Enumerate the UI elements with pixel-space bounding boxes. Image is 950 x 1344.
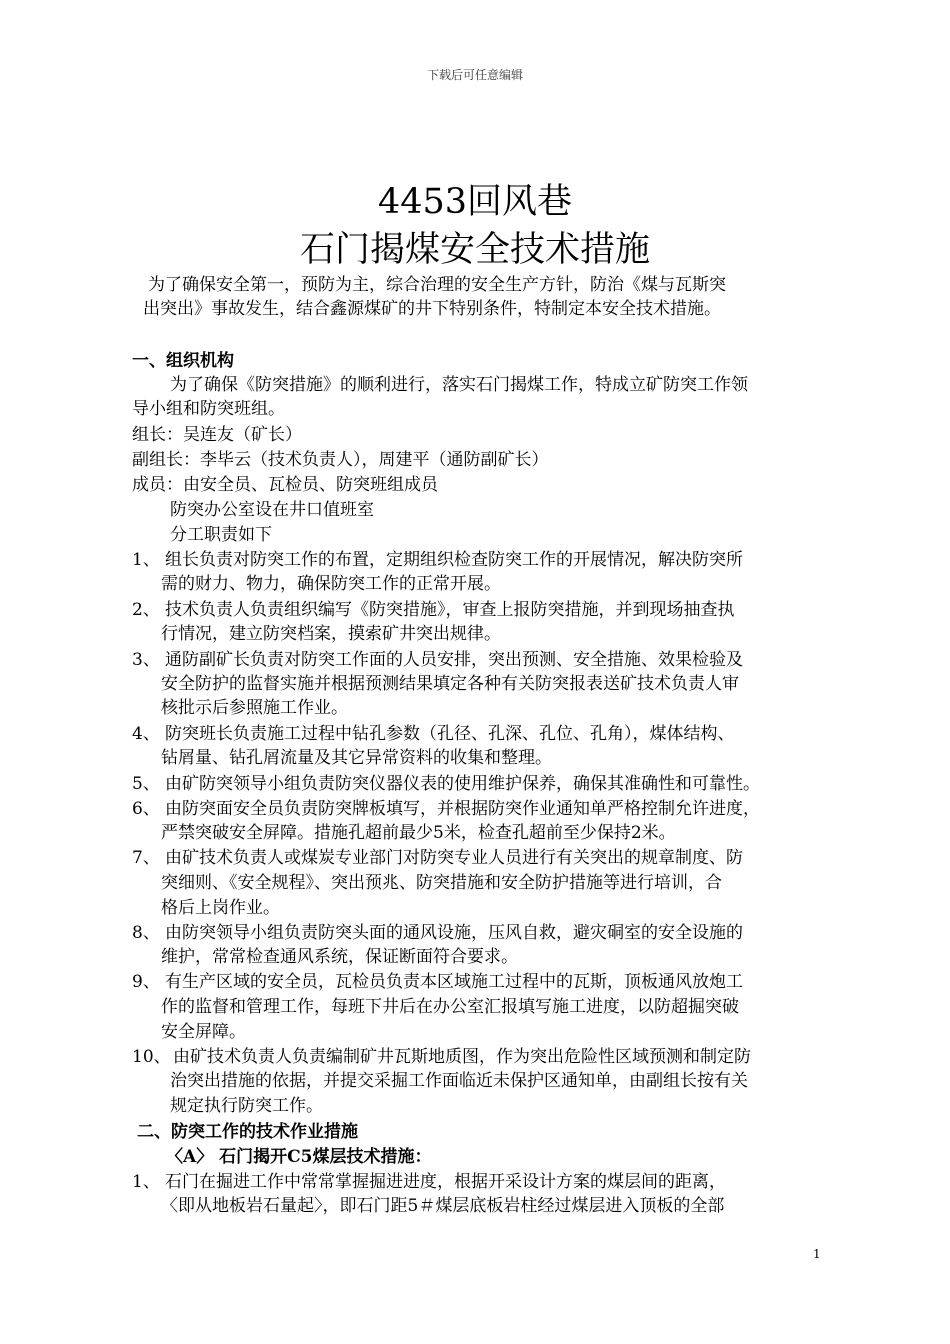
duty-number: 9、 xyxy=(132,972,160,992)
office-line: 防突办公室设在井口值班室 xyxy=(170,500,374,520)
duty-line: 安全屏障。 xyxy=(161,1022,246,1042)
duty-line: 作的监督和管理工作，每班下井后在办公室汇报填写施工进度，以防超掘突破 xyxy=(161,997,739,1017)
intro-line-1: 为了确保安全第一，预防为主，综合治理的安全生产方针，防治《煤与瓦斯突 xyxy=(148,275,726,295)
duty-line: 严禁突破安全屏障。措施孔超前最少5米，检查孔超前至少保持2米。 xyxy=(161,823,676,843)
leader-line: 组长：吴连友（矿长） xyxy=(132,425,302,445)
duty-number: 7、 xyxy=(132,848,160,868)
section2-item-line: 石门在掘进工作中常常掌握掘进进度，根据开采设计方案的煤层间的距离， xyxy=(165,1172,726,1192)
members-line: 成员：由安全员、瓦检员、防突班组成员 xyxy=(132,475,438,495)
section2-item-number: 1、 xyxy=(132,1172,160,1192)
duty-number: 8、 xyxy=(132,923,160,943)
duty-number: 1、 xyxy=(132,550,160,570)
section2-heading: 二、防突工作的技术作业措施 xyxy=(137,1122,358,1142)
duty-line: 安全防护的监督实施并根据预测结果填定各种有关防突报表送矿技术负责人审 xyxy=(161,674,739,694)
duty-line: 格后上岗作业。 xyxy=(161,898,280,918)
duty-line: 行情况，建立防突档案，摸索矿井突出规律。 xyxy=(161,624,501,644)
duties-intro: 分工职责如下 xyxy=(170,525,272,545)
duty-line: 技术负责人负责组织编写《防突措施》，审查上报防突措施，并到现场抽查执 xyxy=(165,600,735,620)
section2-item-line: 〈即从地板岩石量起〉，即石门距5＃煤层底板岩柱经过煤层进入顶板的全部 xyxy=(161,1196,725,1216)
duty-line: 防突班长负责施工过程中钻孔参数（孔径、孔深、孔位、孔角），煤体结构、 xyxy=(165,724,735,744)
intro-line-2: 出突出》事故发生，结合鑫源煤矿的井下特别条件，特制定本安全技术措施。 xyxy=(143,299,721,319)
duty-number: 10、 xyxy=(132,1047,171,1067)
duty-number: 2、 xyxy=(132,600,160,620)
subsection-a-heading: 〈A〉 石门揭开C5煤层技术措施： xyxy=(166,1147,432,1167)
duty-number: 5、 xyxy=(132,774,160,794)
page-number: 1 xyxy=(813,1247,821,1261)
duty-line: 规定执行防突工作。 xyxy=(170,1096,323,1116)
duty-number: 6、 xyxy=(132,799,160,819)
duty-line: 治突出措施的依据，并提交采掘工作面临近未保护区通知单，由副组长按有关 xyxy=(170,1071,748,1091)
duty-number: 4、 xyxy=(132,724,160,744)
duty-number: 3、 xyxy=(132,650,160,670)
duty-line: 由防突领导小组负责防突头面的通风设施，压风自救，避灾硐室的安全设施的 xyxy=(165,923,743,943)
duty-line: 由防突面安全员负责防突牌板填写，并根据防突作业通知单严格控制允许进度， xyxy=(165,799,760,819)
duty-line: 由矿防突领导小组负责防突仪器仪表的使用维护保养，确保其准确性和可靠性。 xyxy=(165,774,760,794)
title-line-1: 4453回风巷 xyxy=(377,182,573,222)
title-line-2: 石门揭煤安全技术措施 xyxy=(299,230,650,270)
duty-line: 钻屑量、钻孔屑流量及其它异常资料的收集和整理。 xyxy=(161,748,552,768)
page-header: 下载后可任意编辑 xyxy=(426,68,523,82)
vice-leader-line: 副组长：李毕云（技术负责人），周建平（通防副矿长） xyxy=(132,450,549,470)
duty-line: 通防副矿长负责对防突工作面的人员安排，突出预测、安全措施、效果检验及 xyxy=(165,650,743,670)
duty-line: 突细则、《安全规程》、突出预兆、防突措施和安全防护措施等进行培训，合 xyxy=(161,873,722,893)
section1-intro-line-1: 为了确保《防突措施》的顺利进行，落实石门揭煤工作，特成立矿防突工作领 xyxy=(170,375,748,395)
section1-heading: 一、组织机构 xyxy=(132,351,234,371)
duty-line: 由矿技术负责人或煤炭专业部门对防突专业人员进行有关突出的规章制度、防 xyxy=(165,848,743,868)
duty-line: 有生产区域的安全员，瓦检员负责本区域施工过程中的瓦斯，顶板通风放炮工 xyxy=(165,972,743,992)
duty-line: 维护，常常检查通风系统，保证断面符合要求。 xyxy=(161,947,518,967)
duty-line: 由矿技术负责人负责编制矿井瓦斯地质图，作为突出危险性区域预测和制定防 xyxy=(173,1047,751,1067)
duty-line: 核批示后参照施工作业。 xyxy=(161,698,348,718)
section1-intro-line-2: 导小组和防突班组。 xyxy=(132,399,285,419)
duty-line: 组长负责对防突工作的布置，定期组织检查防突工作的开展情况，解决防突所 xyxy=(165,550,743,570)
duty-line: 需的财力、物力，确保防突工作的正常开展。 xyxy=(161,574,501,594)
